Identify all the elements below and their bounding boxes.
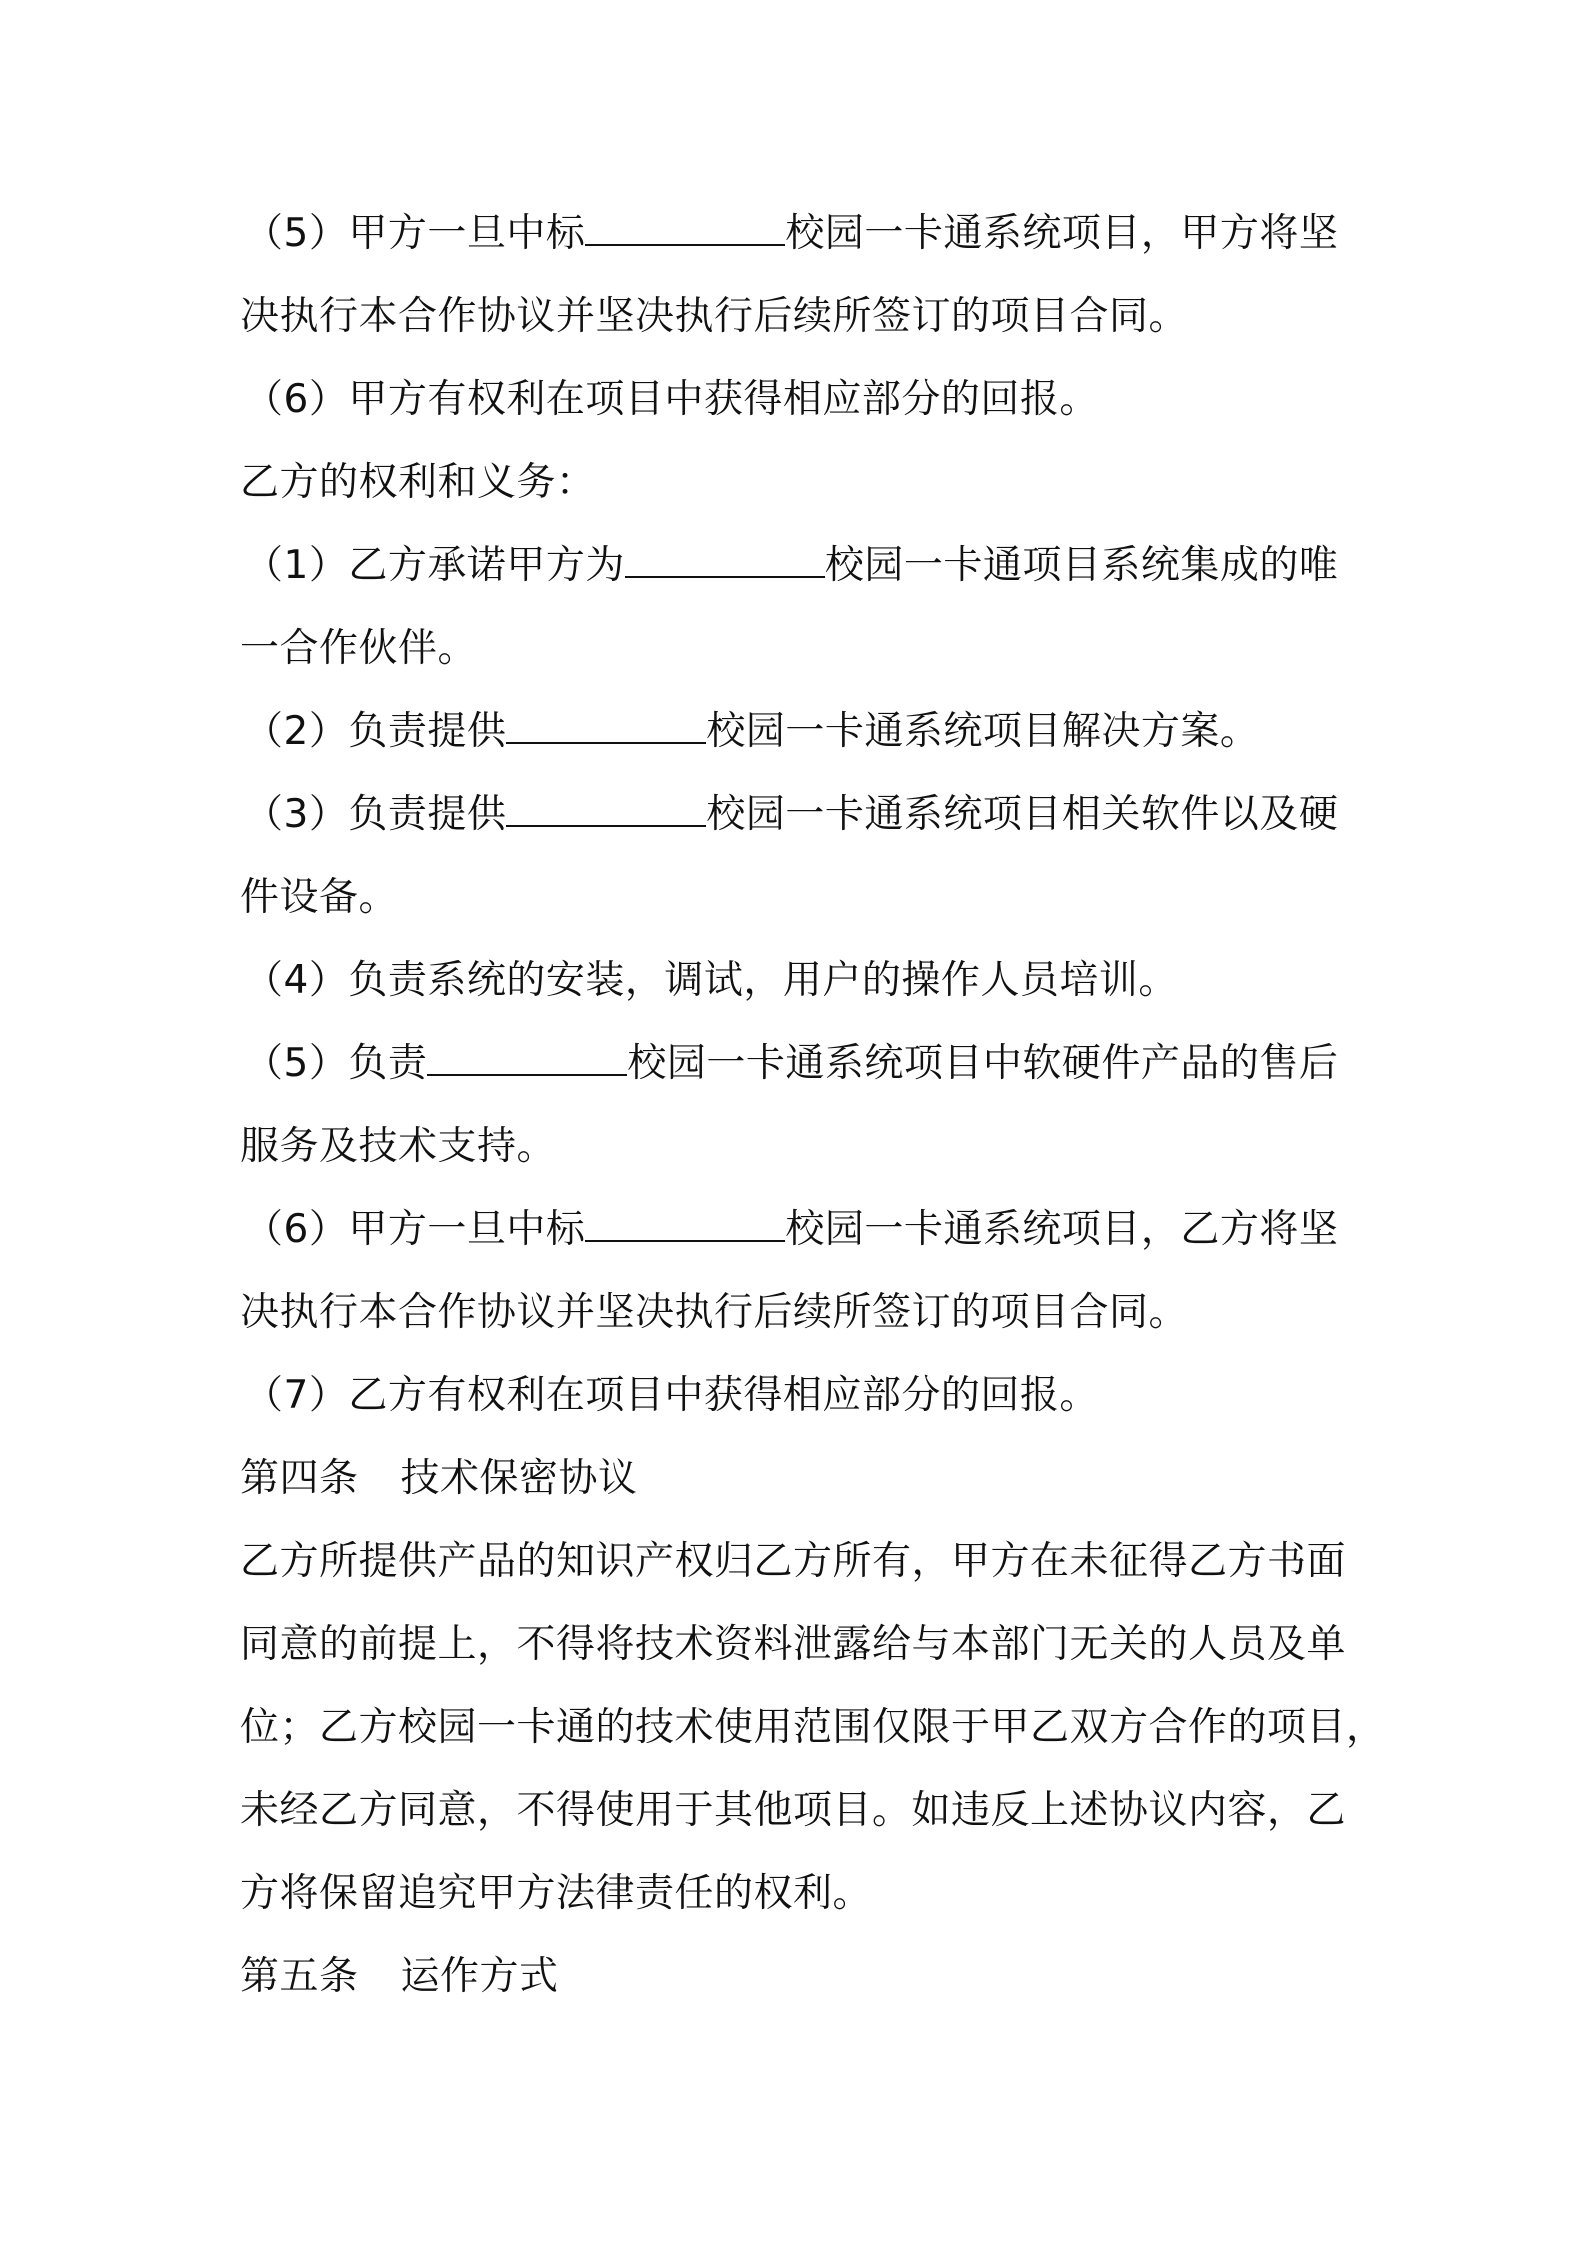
clause-b3-cont: 件设备。 [240, 875, 399, 920]
article-4-heading: 第四条 技术保密协议 [240, 1456, 638, 1501]
clause-b5-cont: 服务及技术支持。 [240, 1124, 557, 1169]
fill-blank [506, 712, 706, 744]
party-b-heading: 乙方的权利和义务： [240, 460, 596, 505]
article-4-text-line: 同意的前提上，不得将技术资料泄露给与本部门无关的人员及单 [240, 1622, 1347, 1667]
clause-b6: （6）甲方一旦中标 校园一卡通系统项目，乙方将坚 [244, 1207, 1339, 1252]
fill-blank [506, 795, 706, 827]
clause-b6-cont: 决执行本合作协议并坚决执行后续所签订的项目合同。 [240, 1290, 1189, 1335]
clause-a5: （5）甲方一旦中标 校园一卡通系统项目，甲方将坚 [244, 211, 1339, 256]
clause-b1: （1）乙方承诺甲方为 校园一卡通项目系统集成的唯 [244, 543, 1339, 588]
article-4-text-line: 未经乙方同意，不得使用于其他项目。如违反上述协议内容，乙 [240, 1788, 1347, 1833]
clause-a5-cont: 决执行本合作协议并坚决执行后续所签订的项目合同。 [240, 294, 1189, 339]
clause-b2: （2）负责提供 校园一卡通系统项目解决方案。 [244, 709, 1260, 754]
clause-b5: （5）负责 校园一卡通系统项目中软硬件产品的售后 [244, 1041, 1339, 1086]
article-5-heading: 第五条 运作方式 [240, 1954, 559, 1999]
fill-blank [585, 1210, 785, 1242]
fill-blank [585, 214, 785, 246]
fill-blank [625, 546, 825, 578]
clause-a6: （6）甲方有权利在项目中获得相应部分的回报。 [244, 377, 1099, 422]
fill-blank [427, 1044, 627, 1076]
clause-b7: （7）乙方有权利在项目中获得相应部分的回报。 [244, 1373, 1099, 1418]
clause-b3: （3）负责提供 校园一卡通系统项目相关软件以及硬 [244, 792, 1339, 837]
article-4-text-line: 方将保留追究甲方法律责任的权利。 [240, 1871, 873, 1916]
clause-b4: （4）负责系统的安装，调试，用户的操作人员培训。 [244, 958, 1178, 1003]
clause-b1-cont: 一合作伙伴。 [240, 626, 478, 671]
article-4-text-line: 位；乙方校园一卡通的技术使用范围仅限于甲乙双方合作的项目， [240, 1705, 1386, 1750]
document-body [240, 192, 1386, 2018]
article-4-text-line: 乙方所提供产品的知识产权归乙方所有，甲方在未征得乙方书面 [240, 1539, 1347, 1584]
